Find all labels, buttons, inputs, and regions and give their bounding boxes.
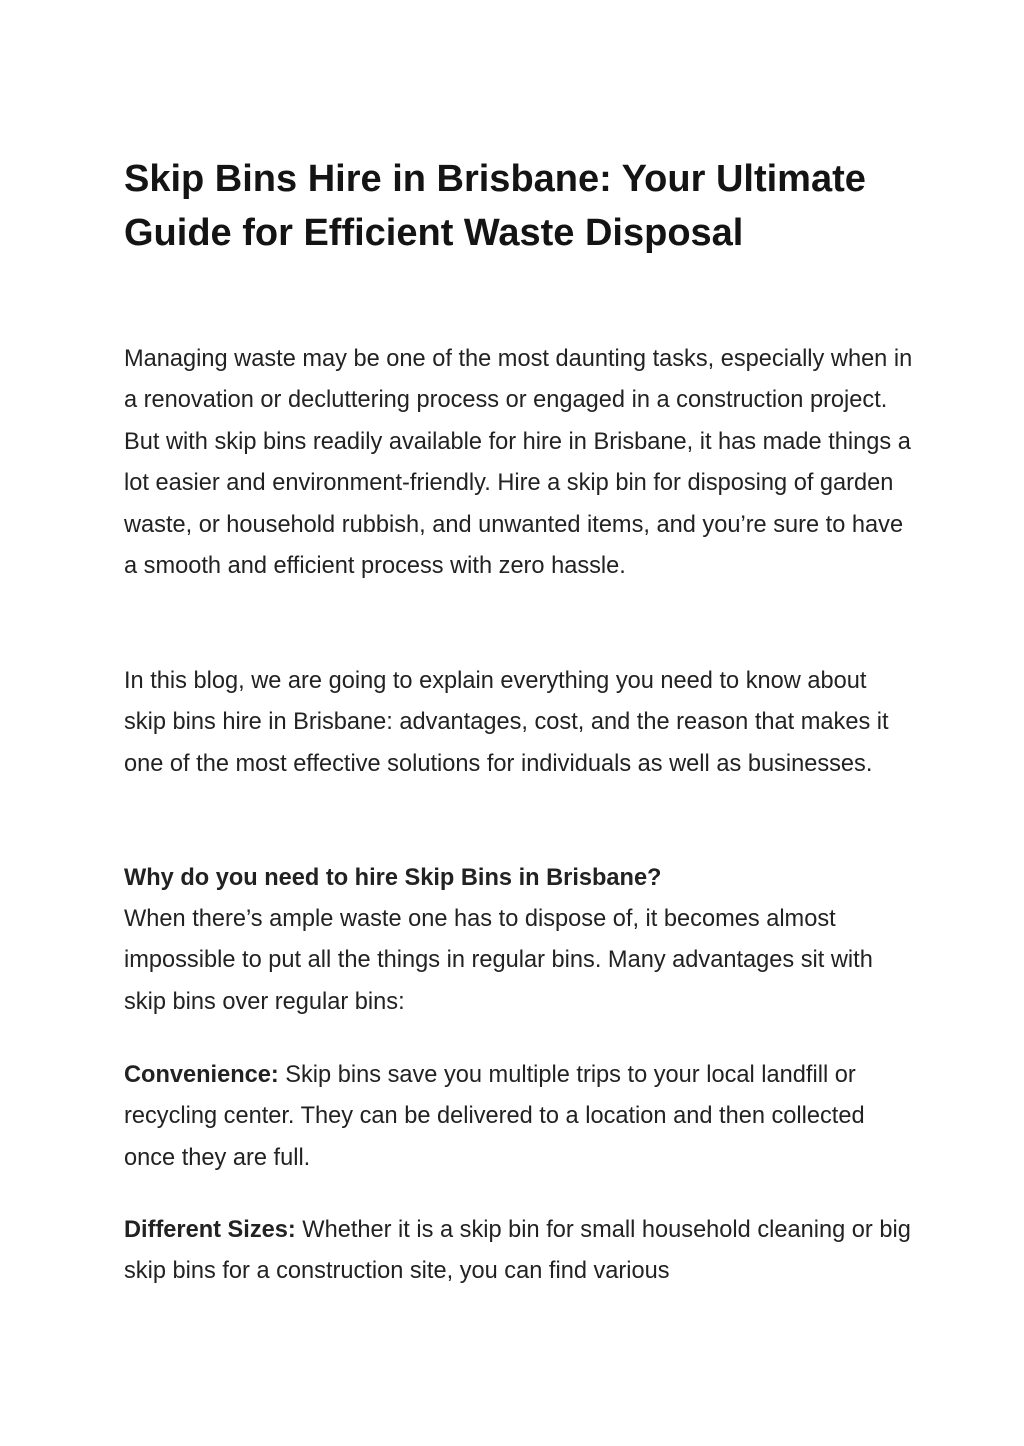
- point-text: Whether it is a skip bin for small household cleaning or big skip bins for a construction site, you can find various: [124, 1217, 911, 1285]
- intro-paragraph: Managing waste may be one of the most daunting tasks, especially when in a renovation or decluttering process or engaged in a construction project. But with skip bins readily available for hire in Brisbane, it has made things a lot easier and environment-friendly. Hire a skip bin for disposing of garden waste, or household rubbish, and unwanted items, and you’re sure to have a smooth and efficient process with zero hassle.: [124, 346, 913, 580]
- section-paragraph: When there’s ample waste one has to dispose of, it becomes almost impossible to put all the things in regular bins. Many advantages sit with skip bins over regular bins:: [124, 906, 873, 1015]
- different-sizes-point: [124, 1210, 914, 1293]
- document-title: Skip Bins Hire in Brisbane: Your Ultimate Guide for Efficient Waste Disposal: [124, 158, 866, 254]
- section-heading: Why do you need to hire Skip Bins in Brisbane?: [124, 865, 662, 891]
- point-text: Skip bins save you multiple trips to your local landfill or recycling center. They can be delivered to a location and then collected once they are full.: [124, 1062, 865, 1171]
- point-label: Convenience:: [124, 1062, 279, 1088]
- point-label: Different Sizes:: [124, 1217, 296, 1243]
- blog-paragraph: In this blog, we are going to explain everything you need to know about skip bins hire in Brisbane: advantages, cost, and the reason that makes it one of the most effective solutions for individuals as well as businesses.: [124, 668, 889, 777]
- convenience-point: [124, 1055, 914, 1179]
